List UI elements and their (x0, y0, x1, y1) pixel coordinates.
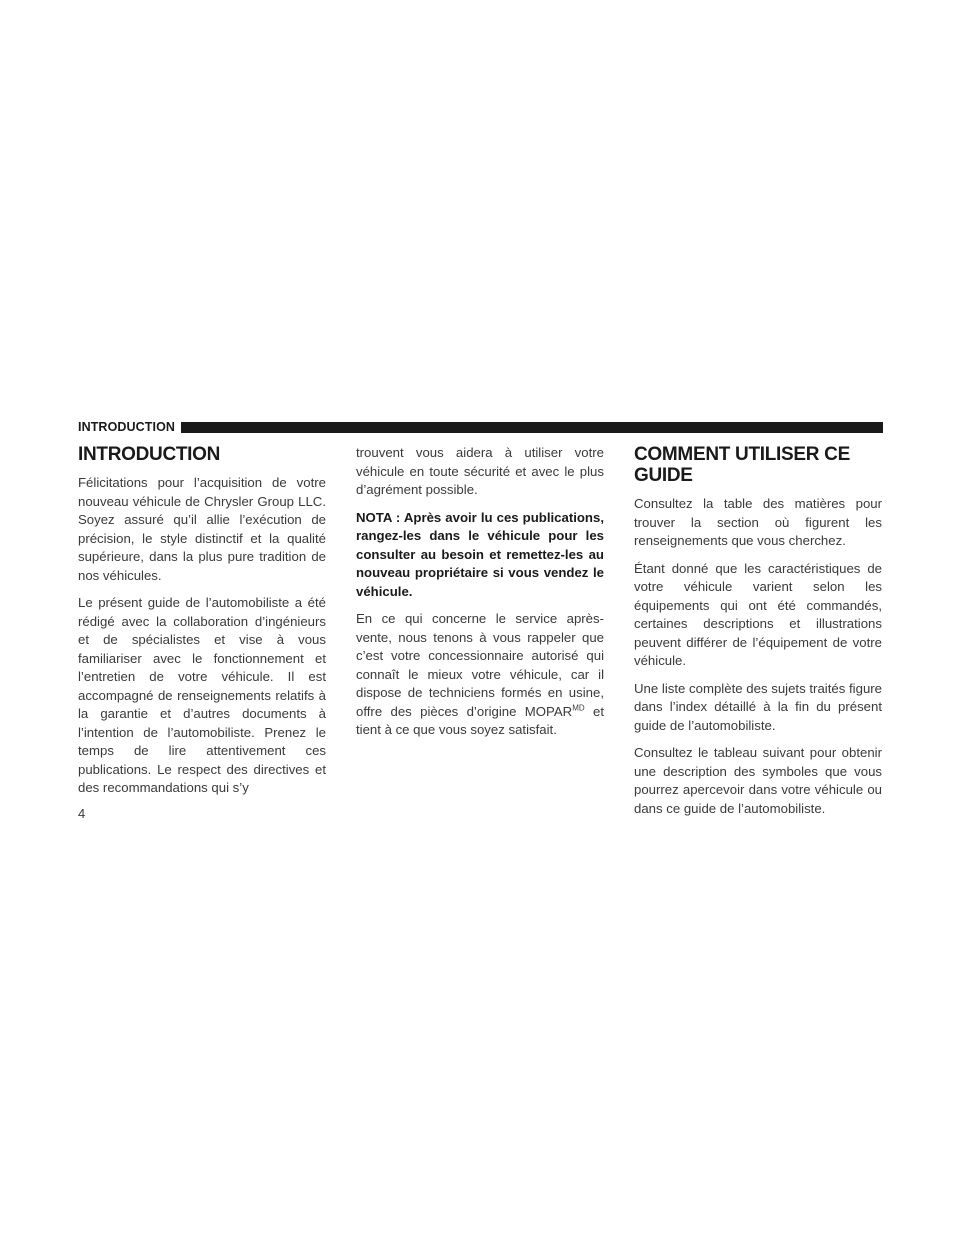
column-2 (356, 444, 604, 749)
section-header-bar (181, 422, 883, 433)
how-to-use-heading: COMMENT UTILISER CE GUIDE (634, 444, 850, 486)
intro-paragraph-3: trouvent vous aidera à utiliser votre véhicule en toute sécurité et avec le plus d’agrément possible. (356, 445, 604, 497)
guide-paragraph-1: Consultez la table des matières pour trouver la section où figurent les renseignements que vous cherchez. (634, 496, 882, 548)
intro-paragraph-1: Félicitations pour l’acquisition de votre nouveau véhicule de Chrysler Group LLC. Soyez assuré qu’il allie l’exécution de précision, le style distinctif et la qualité supérieure, dans la plus pure tradition de nos véhicules. (78, 475, 326, 583)
service-paragraph (356, 610, 604, 740)
section-header (78, 417, 883, 437)
column-3 (634, 444, 882, 827)
guide-paragraph-3: Une liste complète des sujets traités figure dans l’index détaillé à la fin du présent guide de l’automobiliste. (634, 680, 882, 733)
column-1 (78, 444, 326, 807)
note-paragraph: NOTA : Après avoir lu ces publications, rangez-les dans le véhicule pour les consulter au besoin et remettez-les au nouveau propriétaire si vous vendez le véhicule. (356, 509, 604, 599)
service-text-end: et tient à ce que vous soyez satisfait. (356, 703, 604, 737)
guide-paragraph-4: Consultez le tableau suivant pour obtenir une description des symboles que vous pourrez apercevoir dans votre véhicule ou dans ce guide de l’automobiliste. (634, 745, 882, 816)
guide-paragraph-2: Étant donné que les caractéristiques de votre véhicule varient selon les équipements qui ont été commandés, certaines descriptions et illustrations peuvent différer de l’équipement de votre véhicule. (634, 560, 882, 668)
page-number: 4 (78, 806, 86, 821)
service-text-start: En ce qui concerne le service après-vente, nous tenons à vous rappeler que c’est votre concessionnaire autorisé qui connaît le mieux votre véhicule, car il dispose de techniciens formés en usine, offre des pièces d’origine MOPAR (356, 611, 604, 719)
mopar-trademark: MD (572, 703, 585, 713)
introduction-heading: INTRODUCTION (78, 444, 221, 465)
intro-paragraph-2: Le présent guide de l’automobiliste a été rédigé avec la collaboration d’ingénieurs et de spécialistes et vise à vous familiariser avec le fonctionnement et l’entretien de votre véhicule. Il est accompagné de renseignements relatifs à la garantie et d’autres documents à l’intention de l’automobiliste. Prenez le temps de lire attentivement ces publications. Le respect des directives et des recommandations qui s’y (78, 595, 326, 795)
section-header-label: INTRODUCTION (78, 420, 176, 434)
